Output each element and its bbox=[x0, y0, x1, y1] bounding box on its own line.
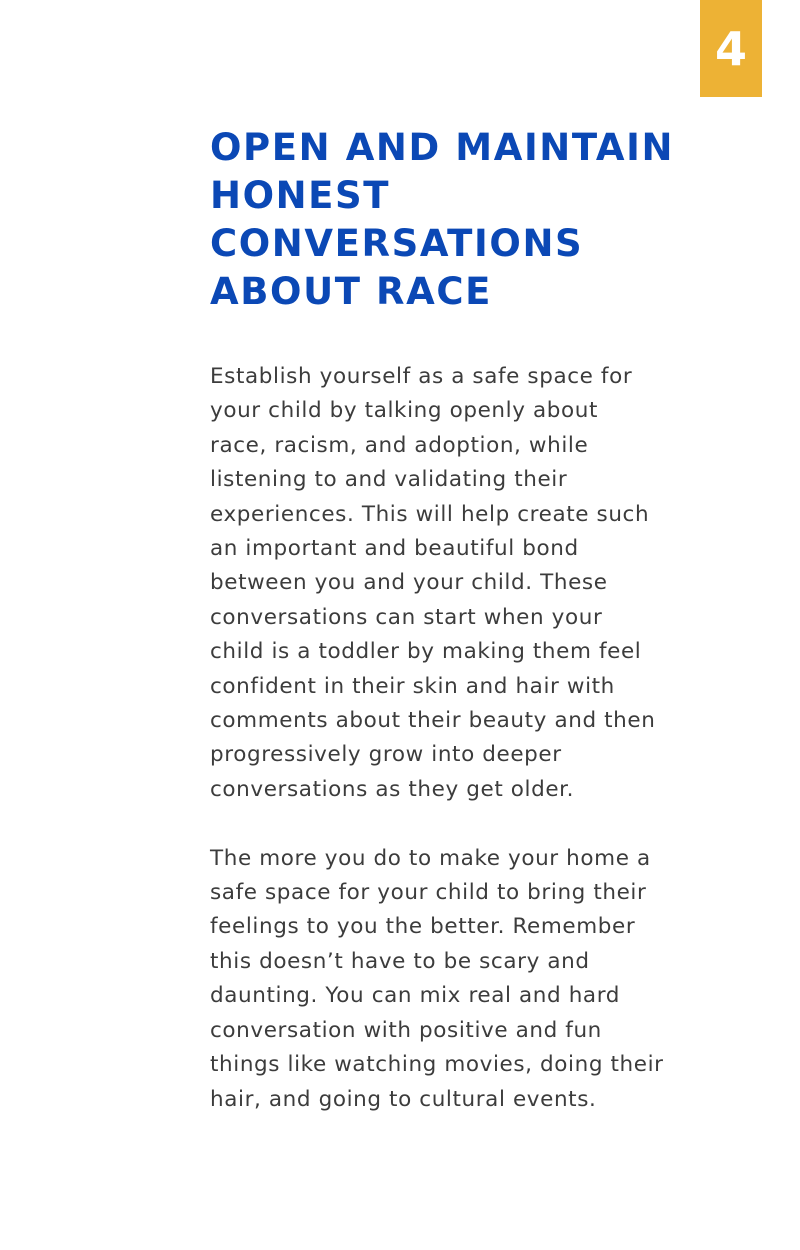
paragraph-line: comments about their beauty and then bbox=[210, 708, 656, 734]
paragraph-line: this doesn’t have to be scary and bbox=[210, 948, 590, 974]
page-title bbox=[210, 124, 730, 316]
title-line: HONEST bbox=[210, 174, 391, 217]
paragraph-line: race, racism, and adoption, while bbox=[210, 432, 589, 458]
paragraph-line: confident in their skin and hair with bbox=[210, 673, 615, 699]
paragraph-line: conversation with positive and fun bbox=[210, 1017, 602, 1043]
paragraph-line: feelings to you the better. Remember bbox=[210, 914, 636, 940]
main-content bbox=[210, 124, 730, 1117]
title-line: OPEN AND MAINTAIN bbox=[210, 126, 675, 169]
paragraph-line: listening to and validating their bbox=[210, 467, 568, 493]
title-line: CONVERSATIONS bbox=[210, 222, 584, 265]
paragraph-line: Establish yourself as a safe space for bbox=[210, 364, 633, 389]
paragraph-line: between you and your child. These bbox=[210, 570, 608, 596]
paragraph-safe-space bbox=[210, 360, 730, 807]
paragraph-line: an important and beautiful bond bbox=[210, 536, 579, 562]
page-number-badge bbox=[700, 0, 762, 97]
paragraph-line: safe space for your child to bring their bbox=[210, 880, 647, 906]
paragraph-line: hair, and going to cultural events. bbox=[210, 1086, 597, 1112]
paragraph-home-safe-space bbox=[210, 842, 730, 1117]
paragraph-line: your child by talking openly about bbox=[210, 398, 598, 424]
paragraph-line: conversations can start when your bbox=[210, 604, 603, 630]
paragraph-line: progressively grow into deeper bbox=[210, 742, 562, 768]
paragraph-line: things like watching movies, doing their bbox=[210, 1052, 664, 1078]
paragraph-line: conversations as they get older. bbox=[210, 776, 575, 802]
paragraph-line: The more you do to make your home a bbox=[210, 845, 651, 871]
page-number: 4 bbox=[714, 21, 747, 76]
title-line: ABOUT RACE bbox=[210, 270, 493, 313]
paragraph-line: child is a toddler by making them feel bbox=[210, 639, 642, 665]
paragraph-line: daunting. You can mix real and hard bbox=[210, 983, 621, 1009]
body-text bbox=[210, 360, 730, 1117]
paragraph-line: experiences. This will help create such bbox=[210, 501, 650, 527]
